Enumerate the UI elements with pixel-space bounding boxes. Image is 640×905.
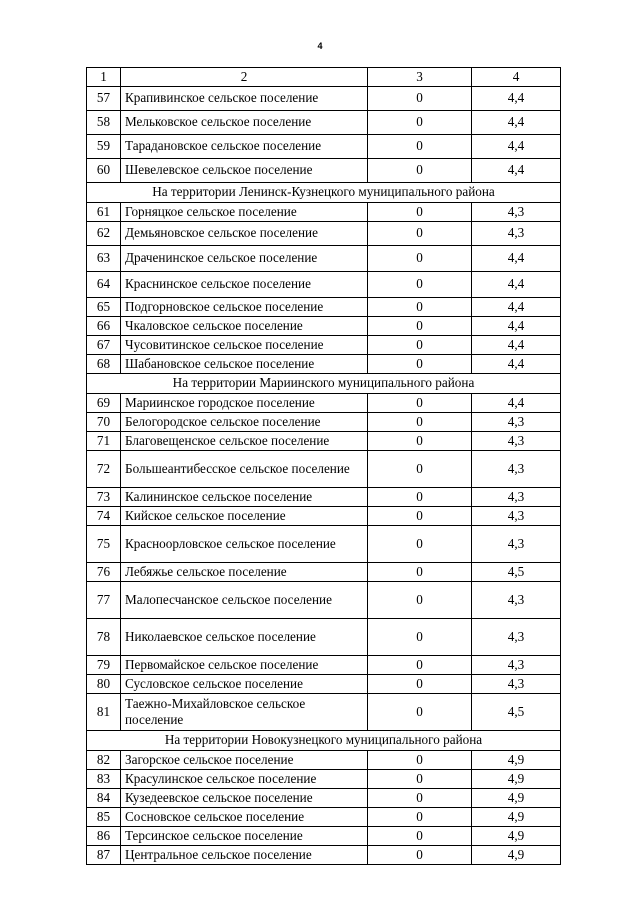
- row-number: 79: [87, 656, 121, 675]
- row-number: 67: [87, 336, 121, 355]
- settlement-name: Подгорновское сельское поселение: [121, 298, 368, 317]
- column-header-2: 2: [121, 68, 368, 87]
- table-header-row: [87, 68, 561, 87]
- value-col4: 4,4: [472, 87, 561, 111]
- column-header-1: 1: [87, 68, 121, 87]
- table-row: [87, 770, 561, 789]
- row-number: 78: [87, 619, 121, 656]
- settlement-name: Кийское сельское поселение: [121, 507, 368, 526]
- value-col3: 0: [368, 355, 472, 374]
- row-number: 84: [87, 789, 121, 808]
- value-col3: 0: [368, 488, 472, 507]
- settlement-name: Сосновское сельское поселение: [121, 808, 368, 827]
- value-col3: 0: [368, 675, 472, 694]
- value-col4: 4,9: [472, 789, 561, 808]
- row-number: 61: [87, 203, 121, 222]
- table-row: [87, 203, 561, 222]
- table-row: [87, 272, 561, 298]
- settlement-name: Горняцкое сельское поселение: [121, 203, 368, 222]
- row-number: 60: [87, 159, 121, 183]
- value-col3: 0: [368, 159, 472, 183]
- section-row: [87, 374, 561, 394]
- settlement-name: Кузедеевское сельское поселение: [121, 789, 368, 808]
- row-number: 58: [87, 111, 121, 135]
- table-row: [87, 619, 561, 656]
- table-row: [87, 507, 561, 526]
- table-row: [87, 526, 561, 563]
- settlement-name: Загорское сельское поселение: [121, 751, 368, 770]
- table-row: [87, 336, 561, 355]
- value-col4: 4,3: [472, 432, 561, 451]
- row-number: 82: [87, 751, 121, 770]
- section-title: На территории Ленинск-Кузнецкого муниципального района: [87, 183, 561, 203]
- section-row: [87, 731, 561, 751]
- table-row: [87, 789, 561, 808]
- table-row: [87, 222, 561, 246]
- table-row: [87, 298, 561, 317]
- row-number: 81: [87, 694, 121, 731]
- row-number: 83: [87, 770, 121, 789]
- section-row: [87, 183, 561, 203]
- row-number: 71: [87, 432, 121, 451]
- value-col4: 4,4: [472, 246, 561, 272]
- value-col4: 4,3: [472, 451, 561, 488]
- value-col4: 4,9: [472, 827, 561, 846]
- settlement-name: Шевелевское сельское поселение: [121, 159, 368, 183]
- value-col4: 4,4: [472, 111, 561, 135]
- column-header-3: 3: [368, 68, 472, 87]
- value-col4: 4,4: [472, 298, 561, 317]
- value-col3: 0: [368, 770, 472, 789]
- table-row: [87, 87, 561, 111]
- settlement-name: Калининское сельское поселение: [121, 488, 368, 507]
- value-col3: 0: [368, 451, 472, 488]
- table-row: [87, 317, 561, 336]
- value-col3: 0: [368, 413, 472, 432]
- row-number: 62: [87, 222, 121, 246]
- value-col4: 4,9: [472, 770, 561, 789]
- value-col4: 4,5: [472, 694, 561, 731]
- row-number: 72: [87, 451, 121, 488]
- row-number: 65: [87, 298, 121, 317]
- value-col3: 0: [368, 694, 472, 731]
- row-number: 77: [87, 582, 121, 619]
- settlement-name: Краснинское сельское поселение: [121, 272, 368, 298]
- value-col4: 4,4: [472, 394, 561, 413]
- value-col3: 0: [368, 432, 472, 451]
- row-number: 86: [87, 827, 121, 846]
- table-row: [87, 451, 561, 488]
- value-col3: 0: [368, 656, 472, 675]
- value-col3: 0: [368, 563, 472, 582]
- value-col3: 0: [368, 846, 472, 865]
- table-row: [87, 111, 561, 135]
- settlement-name: Благовещенское сельское поселение: [121, 432, 368, 451]
- table-row: [87, 159, 561, 183]
- value-col4: 4,4: [472, 336, 561, 355]
- value-col4: 4,3: [472, 203, 561, 222]
- value-col3: 0: [368, 751, 472, 770]
- table-row: [87, 827, 561, 846]
- settlement-name: Центральное сельское поселение: [121, 846, 368, 865]
- table-row: [87, 394, 561, 413]
- value-col3: 0: [368, 808, 472, 827]
- settlement-name: Терсинское сельское поселение: [121, 827, 368, 846]
- value-col4: 4,3: [472, 656, 561, 675]
- table-row: [87, 694, 561, 731]
- settlement-name: Большеантибесское сельское поселение: [121, 451, 368, 488]
- value-col3: 0: [368, 135, 472, 159]
- table-row: [87, 675, 561, 694]
- value-col4: 4,4: [472, 317, 561, 336]
- value-col3: 0: [368, 507, 472, 526]
- table-row: [87, 413, 561, 432]
- settlement-name: Сусловское сельское поселение: [121, 675, 368, 694]
- row-number: 87: [87, 846, 121, 865]
- settlement-name: Чкаловское сельское поселение: [121, 317, 368, 336]
- table-row: [87, 656, 561, 675]
- section-title: На территории Мариинского муниципального района: [87, 374, 561, 394]
- value-col4: 4,3: [472, 222, 561, 246]
- table-row: [87, 135, 561, 159]
- settlement-name: Чусовитинское сельское поселение: [121, 336, 368, 355]
- row-number: 57: [87, 87, 121, 111]
- settlement-name: Демьяновское сельское поселение: [121, 222, 368, 246]
- row-number: 73: [87, 488, 121, 507]
- settlement-name: Лебяжье сельское поселение: [121, 563, 368, 582]
- value-col4: 4,3: [472, 507, 561, 526]
- settlement-name: Таежно-Михайловское сельское поселение: [121, 694, 368, 731]
- value-col3: 0: [368, 222, 472, 246]
- value-col3: 0: [368, 203, 472, 222]
- row-number: 76: [87, 563, 121, 582]
- settlements-table: [86, 67, 561, 865]
- settlement-name: Малопесчанское сельское поселение: [121, 582, 368, 619]
- row-number: 69: [87, 394, 121, 413]
- table-row: [87, 563, 561, 582]
- settlement-name: Первомайское сельское поселение: [121, 656, 368, 675]
- value-col3: 0: [368, 87, 472, 111]
- value-col3: 0: [368, 827, 472, 846]
- table-row: [87, 355, 561, 374]
- settlement-name: Белогородское сельское поселение: [121, 413, 368, 432]
- column-header-4: 4: [472, 68, 561, 87]
- settlement-name: Драченинское сельское поселение: [121, 246, 368, 272]
- value-col4: 4,4: [472, 272, 561, 298]
- value-col4: 4,3: [472, 582, 561, 619]
- settlement-name: Красулинское сельское поселение: [121, 770, 368, 789]
- settlement-name: Мариинское городское поселение: [121, 394, 368, 413]
- row-number: 80: [87, 675, 121, 694]
- value-col3: 0: [368, 272, 472, 298]
- value-col3: 0: [368, 111, 472, 135]
- row-number: 59: [87, 135, 121, 159]
- row-number: 66: [87, 317, 121, 336]
- table-row: [87, 582, 561, 619]
- value-col4: 4,3: [472, 675, 561, 694]
- settlement-name: Шабановское сельское поселение: [121, 355, 368, 374]
- value-col3: 0: [368, 582, 472, 619]
- value-col3: 0: [368, 526, 472, 563]
- value-col3: 0: [368, 619, 472, 656]
- settlement-name: Николаевское сельское поселение: [121, 619, 368, 656]
- page-number: 4: [317, 41, 323, 51]
- value-col4: 4,9: [472, 808, 561, 827]
- section-title: На территории Новокузнецкого муниципального района: [87, 731, 561, 751]
- value-col3: 0: [368, 394, 472, 413]
- value-col4: 4,3: [472, 526, 561, 563]
- table-row: [87, 846, 561, 865]
- value-col4: 4,4: [472, 355, 561, 374]
- settlement-name: Мельковское сельское поселение: [121, 111, 368, 135]
- row-number: 74: [87, 507, 121, 526]
- value-col3: 0: [368, 298, 472, 317]
- row-number: 64: [87, 272, 121, 298]
- table-row: [87, 488, 561, 507]
- table-row: [87, 432, 561, 451]
- table-row: [87, 246, 561, 272]
- table-row: [87, 751, 561, 770]
- row-number: 68: [87, 355, 121, 374]
- value-col3: 0: [368, 246, 472, 272]
- row-number: 63: [87, 246, 121, 272]
- value-col4: 4,9: [472, 751, 561, 770]
- value-col3: 0: [368, 336, 472, 355]
- value-col3: 0: [368, 789, 472, 808]
- value-col4: 4,5: [472, 563, 561, 582]
- settlement-name: Красноорловское сельское поселение: [121, 526, 368, 563]
- value-col4: 4,9: [472, 846, 561, 865]
- value-col4: 4,3: [472, 619, 561, 656]
- value-col4: 4,3: [472, 413, 561, 432]
- value-col4: 4,4: [472, 159, 561, 183]
- value-col3: 0: [368, 317, 472, 336]
- row-number: 70: [87, 413, 121, 432]
- settlement-name: Тарадановское сельское поселение: [121, 135, 368, 159]
- table-body: [87, 87, 561, 865]
- value-col4: 4,3: [472, 488, 561, 507]
- row-number: 85: [87, 808, 121, 827]
- row-number: 75: [87, 526, 121, 563]
- value-col4: 4,4: [472, 135, 561, 159]
- table-row: [87, 808, 561, 827]
- settlement-name: Крапивинское сельское поселение: [121, 87, 368, 111]
